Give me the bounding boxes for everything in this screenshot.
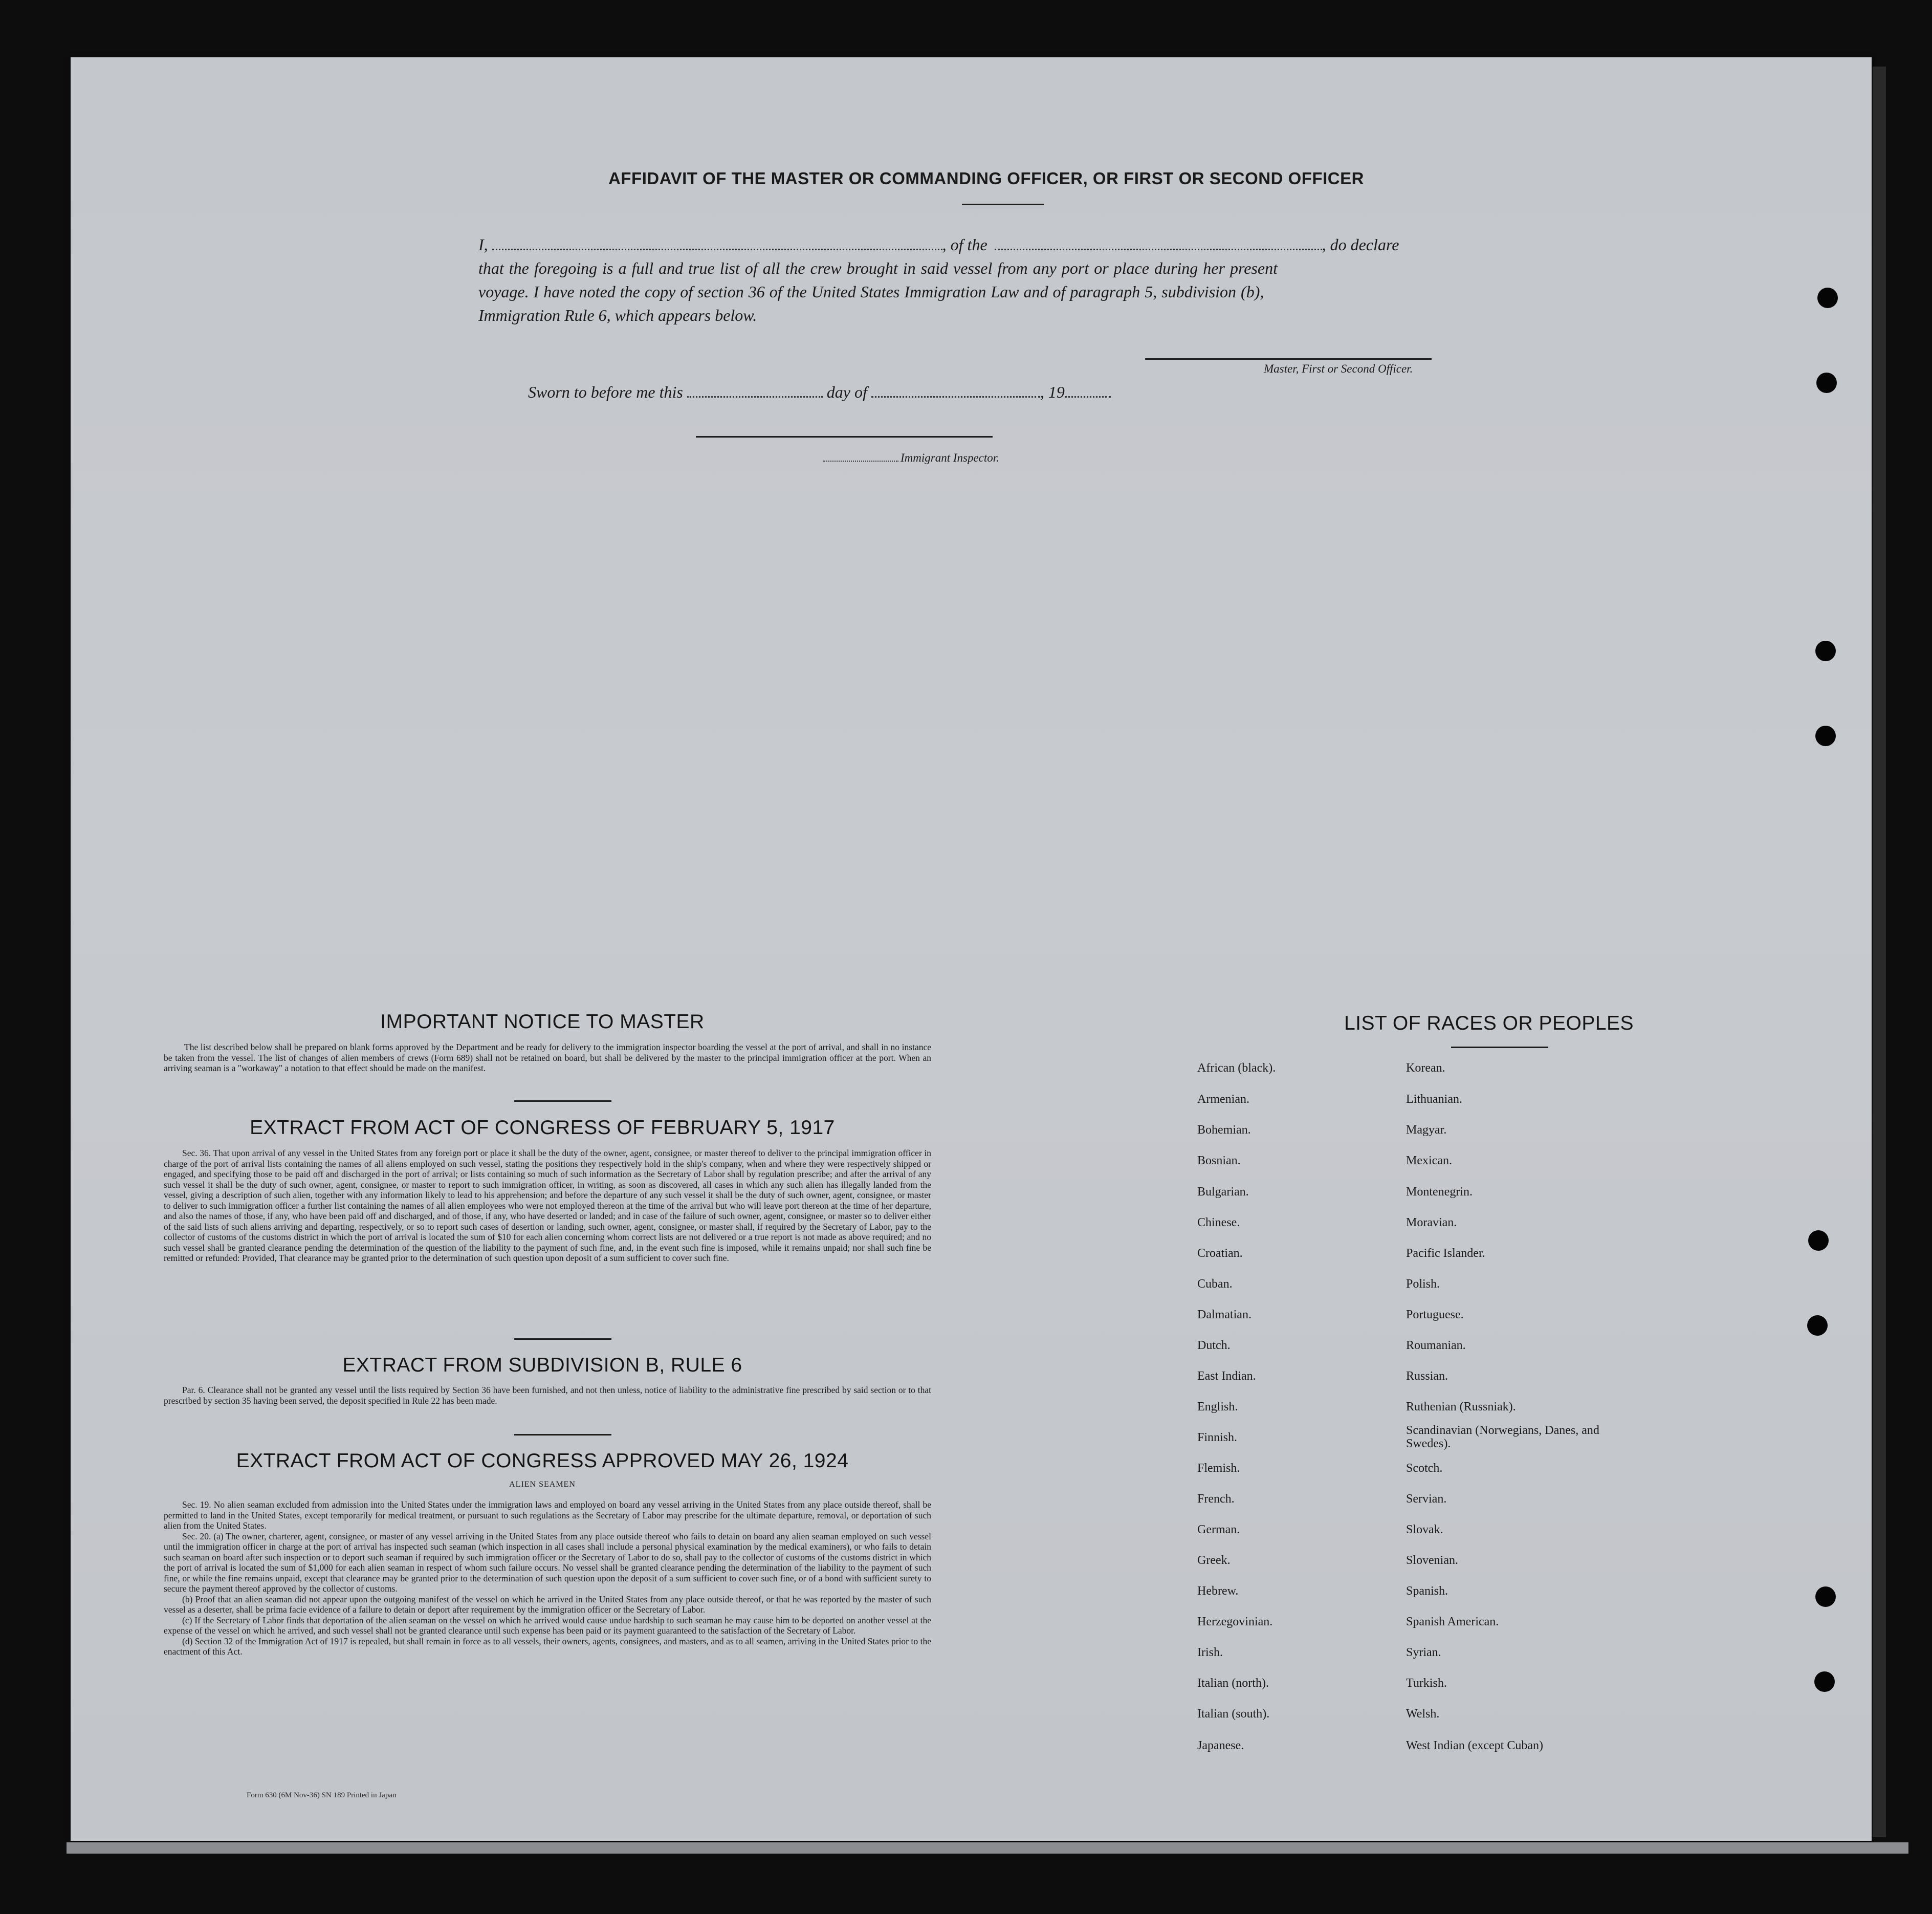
extract-1924-sec20a: Sec. 20. (a) The owner, charterer, agent, consignee, or master of any vessel arriving in the United States from any place outside thereof who fails to detain on board any alien seaman employed on such vessel until the immigration officer in charge at the port of arrival has inspected such seaman (which inspection in all cases shall include a personal physical examination by the medical examiners), or who fails to detain such seaman on board after such inspection or to deport such seaman if required by such immigration officer or the Secretary of Labor to do so, shall pay to the collector of customs of the customs district in which the port of arrival is located the sum of $1,000 for each alien seaman in respect of whom such failure occurs. No vessel shall be granted clearance pending the determination of the liability to the payment of such fine, or while the fine remains unpaid, except that clearance may be granted prior to the determination of such question upon the deposit of a sum sufficient to cover such fine, or of a bond with sufficient surety to secure the payment thereof approved by the collector of customs. <box>164 1531 931 1594</box>
race-item: East Indian. <box>1197 1369 1256 1383</box>
extract-1924-body <box>164 1499 931 1657</box>
inspector-blank <box>823 461 898 462</box>
punch-hole <box>1817 288 1838 308</box>
race-item: Mexican. <box>1406 1154 1452 1167</box>
punch-hole <box>1815 1586 1836 1607</box>
extract-rule6-body: Par. 6. Clearance shall not be granted any vessel until the lists required by Section 36 have been furnished, and not then unless, notice of liability to the administrative fine prescribed by said section or to that prescribed by section 35 having been served, the deposit specified in Rule 22 has been made. <box>164 1385 931 1406</box>
inspector-label-row <box>823 451 999 465</box>
notice-body: The list described below shall be prepared on blank forms approved by the Department and be ready for delivery to the immigration inspector boarding the vessel at the port of arrival, and shall in no instance be taken from the vessel. The list of changes of alien members of crews (Form 689) shall not be retained on board, but shall be delivered by the master to the principal immigration officer at the port. When an arriving seaman is a "workaway" a notation to that effect should be made on the manifest. <box>164 1042 931 1073</box>
race-item: Irish. <box>1197 1646 1223 1659</box>
race-item: West Indian (except Cuban) <box>1406 1739 1543 1752</box>
race-item: Ruthenian (Russniak). <box>1406 1400 1516 1413</box>
affidavit-of-the: , of the <box>942 235 987 254</box>
master-signature-label: Master, First or Second Officer. <box>1264 362 1413 375</box>
extract-1917-body: Sec. 36. That upon arrival of any vessel in the United States from any foreign port or place it shall be the duty of the owner, agent, consignee, or master thereof to deliver to the principal immigration officer in charge of the port of arrival lists containing the names of all aliens employed on such vessel, stating the positions they respectively hold in the ship's company, when and where they were respectively shipped or engaged, and specifying those to be paid off and discharged in the port of arrival; or lists containing so much of such information as the Secretary of Labor shall by regulation prescribe; and after the arrival of any such vessel it shall be the duty of such owner, agent, consignee, or master to report to such immigration officer, in writing, as soon as discovered, all cases in which any such alien has illegally landed from the vessel, giving a description of such alien, together with any information likely to lead to his apprehension; and before the departure of any such vessel it shall be the duty of such owner, agent, consignee, or master to deliver to such immigration officer a further list containing the names of all alien employees who were not employed thereon at the time of the arrival but who will leave port thereon at the time of her departure, and also the names of those, if any, who have been paid off and discharged, and of those, if any, who have deserted or landed; and in case of the failure of such owner, agent, consignee, or master so to deliver either of the said lists of such aliens arriving and departing, respectively, or so to report such cases of desertion or landing, such owner, agent, consignee, or master shall, if required by the Secretary of Labor, pay to the collector of customs of the customs district in which the port of arrival is located the sum of $10 for each alien concerning whom correct lists are not delivered or a true report is not made as above required; and no such vessel shall be granted clearance pending the determination of the question of the liability to the payment of such fine, and, in the event such fine is imposed, while it remains unpaid; nor shall such fine be remitted or refunded: Provided, That clearance may be granted prior to the determination of such question upon deposit of a sum sufficient to cover such fine. <box>164 1148 931 1263</box>
race-item: Montenegrin. <box>1406 1185 1473 1199</box>
extract-1924-sec20b: (b) Proof that an alien seaman did not appear upon the outgoing manifest of the vessel on which he arrived in the United States from any place outside thereof, or that he was reported by the master of such vessel as a deserter, shall be prima facie evidence of a failure to detain or deport after requirement by the immigration officer or the Secretary of Labor. <box>164 1594 931 1615</box>
race-item: Bohemian. <box>1197 1123 1251 1137</box>
race-item: Japanese. <box>1197 1739 1244 1752</box>
extract-rule6-title: EXTRACT FROM SUBDIVISION B, RULE 6 <box>342 1354 742 1376</box>
race-item: Portuguese. <box>1406 1308 1464 1321</box>
race-item: Scotch. <box>1406 1462 1443 1475</box>
race-item: Flemish. <box>1197 1462 1240 1475</box>
race-item: Welsh. <box>1406 1707 1440 1721</box>
sworn-year-blank[interactable] <box>1065 396 1111 398</box>
race-item: Armenian. <box>1197 1093 1249 1106</box>
punch-hole <box>1815 641 1836 661</box>
race-item: Italian (north). <box>1197 1677 1269 1690</box>
section-divider <box>514 1100 611 1102</box>
affidavit-line-2: that the foregoing is a full and true list of all the crew brought in said vessel from any port or place during her present <box>478 259 1278 277</box>
form-number: Form 630 (6M Nov-36) SN 189 Printed in Japan <box>247 1791 397 1799</box>
race-item: German. <box>1197 1523 1240 1536</box>
affidavit-line-4: Immigration Rule 6, which appears below. <box>478 306 757 324</box>
race-item: Lithuanian. <box>1406 1093 1462 1106</box>
race-item: Chinese. <box>1197 1216 1240 1229</box>
race-item: Moravian. <box>1406 1216 1457 1229</box>
race-item: Croatian. <box>1197 1247 1243 1260</box>
race-item: Spanish American. <box>1406 1615 1499 1628</box>
punch-hole <box>1808 1230 1829 1251</box>
notice-title: IMPORTANT NOTICE TO MASTER <box>380 1011 705 1033</box>
races-title-rule <box>1451 1047 1548 1048</box>
race-item: Cuban. <box>1197 1277 1233 1291</box>
affidavit-line-1 <box>478 235 1476 254</box>
inspector-signature-line[interactable] <box>696 436 993 438</box>
section-divider <box>514 1338 611 1340</box>
name-blank[interactable] <box>492 249 942 250</box>
punch-hole <box>1807 1315 1828 1336</box>
race-item: Hebrew. <box>1197 1584 1239 1598</box>
extract-1924-sec20c: (c) If the Secretary of Labor finds that deportation of the alien seaman on the vessel on which he arrived would cause undue hardship to such seaman he may cause him to be deported on another vessel at the expense of the vessel on which he arrived, and such vessel shall not be granted clearance until such expense has been paid or its payment guaranteed to the satisfaction of the Secretary of Labor. <box>164 1615 931 1636</box>
race-item: Servian. <box>1406 1492 1447 1506</box>
affidavit-i: I, <box>478 235 488 254</box>
sworn-month-blank[interactable] <box>871 396 1040 398</box>
race-item: Dalmatian. <box>1197 1308 1252 1321</box>
affidavit-line-3: voyage. I have noted the copy of section 36 of the United States Immigration Law and of paragraph 5, subdivision (b), <box>478 282 1264 301</box>
bottom-strip <box>67 1842 1908 1854</box>
race-item: Slovak. <box>1406 1523 1443 1536</box>
vessel-blank[interactable] <box>995 249 1322 250</box>
affidavit-title: AFFIDAVIT OF THE MASTER OR COMMANDING OFFICER, OR FIRST OR SECOND OFFICER <box>608 169 1364 188</box>
races-title: LIST OF RACES OR PEOPLES <box>1344 1012 1634 1034</box>
punch-hole <box>1816 373 1837 393</box>
extract-1924-subtitle: ALIEN SEAMEN <box>509 1480 576 1489</box>
race-item: Finnish. <box>1197 1431 1238 1444</box>
race-item: Spanish. <box>1406 1584 1448 1598</box>
page-edge <box>1873 67 1886 1837</box>
race-item: Bosnian. <box>1197 1154 1241 1167</box>
race-item: Slovenian. <box>1406 1554 1458 1567</box>
race-item: Korean. <box>1406 1061 1445 1075</box>
race-item: Bulgarian. <box>1197 1185 1249 1199</box>
sworn-day-blank[interactable] <box>687 396 823 398</box>
race-item: Scandinavian (Norwegians, Danes, and Swedes). <box>1406 1424 1599 1450</box>
race-item: Turkish. <box>1406 1677 1447 1690</box>
race-item: Polish. <box>1406 1277 1440 1291</box>
race-item: Herzegovinian. <box>1197 1615 1273 1628</box>
race-item: Syrian. <box>1406 1646 1441 1659</box>
punch-hole <box>1815 726 1836 746</box>
sworn-year: , 19 <box>1040 383 1065 401</box>
race-item: Pacific Islander. <box>1406 1247 1485 1260</box>
race-item: Russian. <box>1406 1369 1448 1383</box>
race-item: African (black). <box>1197 1061 1276 1075</box>
sworn-line <box>528 383 1526 402</box>
section-divider <box>514 1434 611 1435</box>
extract-1924-title: EXTRACT FROM ACT OF CONGRESS APPROVED MAY 26, 1924 <box>236 1450 849 1472</box>
race-item: Greek. <box>1197 1554 1231 1567</box>
sworn-day-of: day of <box>826 383 867 401</box>
extract-1917-title: EXTRACT FROM ACT OF CONGRESS OF FEBRUARY 5, 1917 <box>250 1117 835 1139</box>
punch-hole <box>1814 1671 1835 1692</box>
title-rule <box>962 204 1044 205</box>
race-item: Dutch. <box>1197 1339 1231 1352</box>
race-item: Italian (south). <box>1197 1707 1270 1721</box>
extract-1924-sec19: Sec. 19. No alien seaman excluded from admission into the United States under the immigration laws and employed on board any vessel arriving in the United States from any place outside thereof, shall be permitted to land in the United States, except temporarily for medical treatment, or pursuant to such regulations as the Secretary of Labor may prescribe for the ultimate departure, removal, or deportation of such alien from the United States. <box>164 1499 931 1531</box>
race-item: French. <box>1197 1492 1235 1506</box>
race-item: Roumanian. <box>1406 1339 1466 1352</box>
race-item: English. <box>1197 1400 1238 1413</box>
sworn-prefix: Sworn to before me this <box>528 383 683 401</box>
affidavit-do-declare: , do declare <box>1322 235 1399 254</box>
master-signature-line[interactable] <box>1145 358 1432 360</box>
extract-1924-sec20d: (d) Section 32 of the Immigration Act of 1917 is repealed, but shall remain in force as to all vessels, their owners, agents, consignees, and masters, and as to all seamen, arriving in the United States prior to the enactment of this Act. <box>164 1636 931 1657</box>
inspector-label: Immigrant Inspector. <box>901 451 999 464</box>
race-item: Magyar. <box>1406 1123 1447 1137</box>
